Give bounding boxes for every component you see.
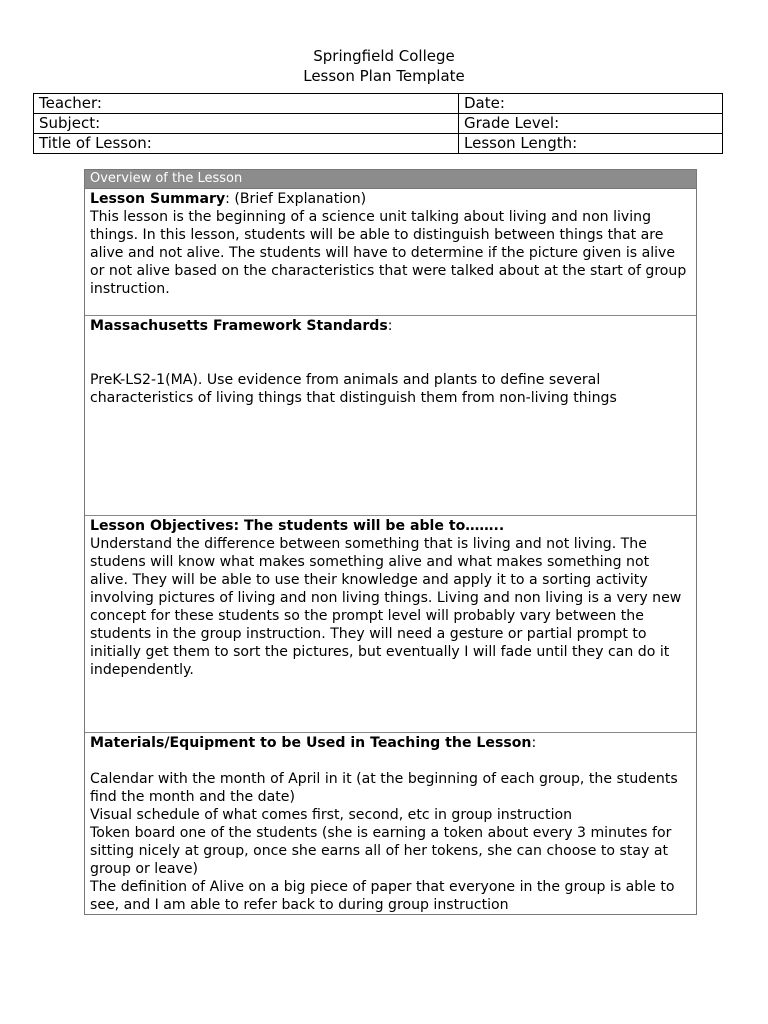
- framework-standards-section[interactable]: [85, 316, 696, 516]
- title-of-lesson-field[interactable]: [34, 134, 459, 154]
- teacher-label: Teacher:: [39, 94, 102, 112]
- title-of-lesson-label: Title of Lesson:: [39, 134, 152, 152]
- date-label: Date:: [464, 94, 505, 112]
- subject-field[interactable]: [34, 114, 459, 134]
- framework-standards-text: PreK-LS2-1(MA). Use evidence from animals and plants to define several characteristics of living things that distinguish them from non-living things: [90, 372, 617, 406]
- lesson-objectives-label: Lesson Objectives: The students will be able to……..: [90, 518, 505, 534]
- grade-level-field[interactable]: [459, 114, 723, 134]
- document-title: Lesson Plan Template: [303, 67, 465, 85]
- lesson-objectives-text: Understand the difference between something that is living and not living. The studens will know what makes something alive and what makes something not alive. They will be able to use their knowledge and apply it to a sorting activity involving pictures of living and non living things. Living and non living is a very new concept for these students so the prompt level will probably vary between the students in the group instruction. They will need a gesture or partial prompt to initially get them to sort the pictures, but eventually I will fade until they can do it independently.: [90, 536, 682, 678]
- grade-level-label: Grade Level:: [464, 114, 560, 132]
- materials-label: Materials/Equipment to be Used in Teaching the Lesson: [90, 735, 532, 751]
- spacer: [90, 335, 691, 371]
- table-row: [34, 114, 723, 134]
- lesson-summary-heading: [90, 190, 691, 208]
- materials-heading: [90, 734, 691, 752]
- table-row: [34, 134, 723, 154]
- materials-section[interactable]: [85, 733, 696, 914]
- lesson-summary-section[interactable]: [85, 189, 696, 316]
- lesson-length-label: Lesson Length:: [464, 134, 578, 152]
- institution-name: Springfield College: [313, 47, 455, 65]
- lesson-length-field[interactable]: [459, 134, 723, 154]
- lesson-info-table: [33, 93, 723, 154]
- lesson-objectives-section[interactable]: [85, 516, 696, 733]
- framework-standards-colon: :: [387, 318, 393, 334]
- framework-standards-heading: [90, 317, 691, 335]
- lesson-summary-text: This lesson is the beginning of a science unit talking about living and non living things. In this lesson, students will be able to distinguish between things that are alive and not alive. The students will have to determine if the picture given is alive or not alive based on the characteristics that were talked about at the start of group instruction.: [90, 209, 687, 297]
- overview-heading: Overview of the Lesson: [85, 170, 696, 189]
- materials-item: Token board one of the students (she is earning a token about every 3 minutes for sitting nicely at group, once she earns all of her tokens, she can choose to stay at group or leave): [90, 825, 672, 877]
- lesson-summary-note: : (Brief Explanation): [225, 191, 367, 207]
- subject-label: Subject:: [39, 114, 101, 132]
- framework-standards-label: Massachusetts Framework Standards: [90, 318, 388, 334]
- lesson-summary-label: Lesson Summary: [90, 191, 226, 207]
- materials-item: Visual schedule of what comes first, second, etc in group instruction: [90, 807, 573, 823]
- spacer: [90, 752, 691, 770]
- table-row: [34, 94, 723, 114]
- materials-colon: :: [531, 735, 537, 751]
- lesson-overview-box: [84, 169, 697, 915]
- materials-item: Calendar with the month of April in it (at the beginning of each group, the students find the month and the date): [90, 771, 678, 805]
- teacher-field[interactable]: [34, 94, 459, 114]
- materials-item: The definition of Alive on a big piece of paper that everyone in the group is able to see, and I am able to refer back to during group instruction: [90, 879, 675, 913]
- date-field[interactable]: [459, 94, 723, 114]
